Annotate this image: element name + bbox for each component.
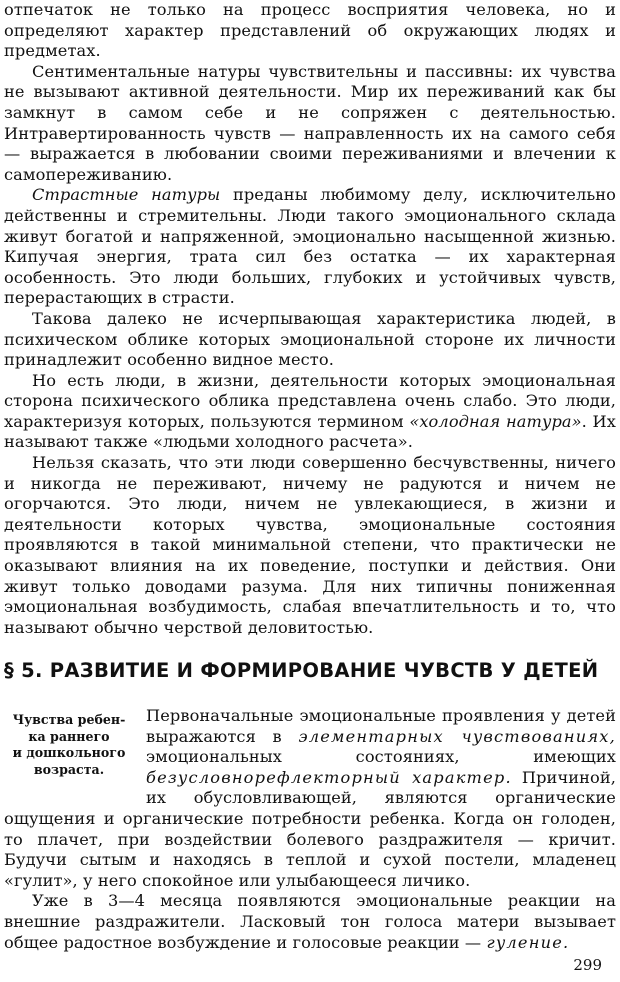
section-heading: § 5. РАЗВИТИЕ И ФОРМИРОВАНИЕ ЧУВСТВ У ДЕТЕЙ	[4, 659, 599, 682]
paragraph-4: Такова далеко не исчерпывающая характеристика людей, в психическом облике которых эмоциональной стороне их личности принадлежит особенно видное место.	[4, 308, 616, 370]
margin-note-line: и дошкольного	[12, 745, 126, 760]
paragraph-7-text-a: Первоначальные эмоциональные проявления у детей выражаются в	[146, 706, 616, 746]
paragraph-5-text-b: . Их называют также «людьми холодного расчета».	[4, 411, 617, 452]
margin-note-line: Чувства ребен-	[12, 712, 126, 727]
paragraph-7-text-c: Причиной, их обусловливающей, являются органические ощущения и органические потребности ребенка. Когда он голоден, то плачет, при воздействии болевого раздражителя — кричит. Будучи сытым и находясь в теплой и сухой постели, младенец «гулит», у него спокойное или улыбающееся личико.	[4, 767, 616, 890]
margin-note-line: возраста.	[33, 761, 105, 777]
margin-note-line: ка раннего	[28, 728, 110, 744]
paragraph-2: Сентиментальные натуры чувствительны и пассивны: их чувства не вызывают активной деятельности. Мир их переживаний как бы замкнут в самом себе и не сопряжен с деятельностью. Интравертированность чувств — направленность их на самого себя — выражается в любовании своими переживаниями и влечении к самопереживанию.	[4, 61, 616, 184]
paragraph-7-text-b: эмоциональных состояниях, имеющих	[146, 747, 616, 767]
italic-term: Страстные натуры	[32, 185, 221, 205]
italic-term: элементарных чувствованиях,	[298, 726, 616, 746]
paragraph-5	[4, 371, 616, 453]
paragraph-1: отпечаток не только на процесс восприятия человека, но и определяют характер представлений об окружающих людях и предметах.	[4, 0, 616, 61]
paragraph-8	[4, 891, 616, 953]
italic-term: гуление.	[486, 932, 570, 952]
paragraph-3	[4, 185, 616, 309]
italic-term: «холодная натура»	[409, 411, 582, 431]
section-body	[4, 706, 616, 953]
body-text-top	[4, 0, 616, 638]
paragraph-3-text: преданы любимому делу, исключительно действенны и стремительны. Люди такого эмоционального склада живут богатой и напряженной, эмоционально насыщенной жизнью. Кипучая энергия, трата сил без остатка — их характерная особенность. Это люди больших, глубоких и устойчивых чувств, перерастающих в страсти.	[4, 185, 617, 308]
paragraph-8-text: Уже в 3—4 месяца появляются эмоциональные реакции на внешние раздражители. Ласковый тон голоса матери вызывает общее радостное возбуждение и голосовые реакции —	[4, 891, 616, 952]
margin-note-spacer	[4, 706, 146, 802]
page-number: 299	[573, 956, 602, 974]
paragraph-6: Нельзя сказать, что эти люди совершенно бесчувственны, ничего и никогда не переживают, ничему не радуются и ничем не огорчаются. Это люди, ничем не увлекающиеся, в жизни и деятельности которых чувства, эмоциональные состояния проявляются в такой минимальной степени, что практически не оказывают влияния на их поведение, поступки и действия. Они живут только доводами разума. Для них типичны пониженная эмоциональная возбудимость, слабая впечатлительность и то, что называют обычно черствой деловитостью.	[4, 453, 616, 637]
paragraph-5-text-a: Но есть люди, в жизни, деятельности которых эмоциональная сторона психического облика представлена очень слабо. Это люди, характеризуя которых, пользуются термином	[4, 370, 616, 431]
italic-term: безусловнорефлекторный характер.	[146, 767, 512, 787]
